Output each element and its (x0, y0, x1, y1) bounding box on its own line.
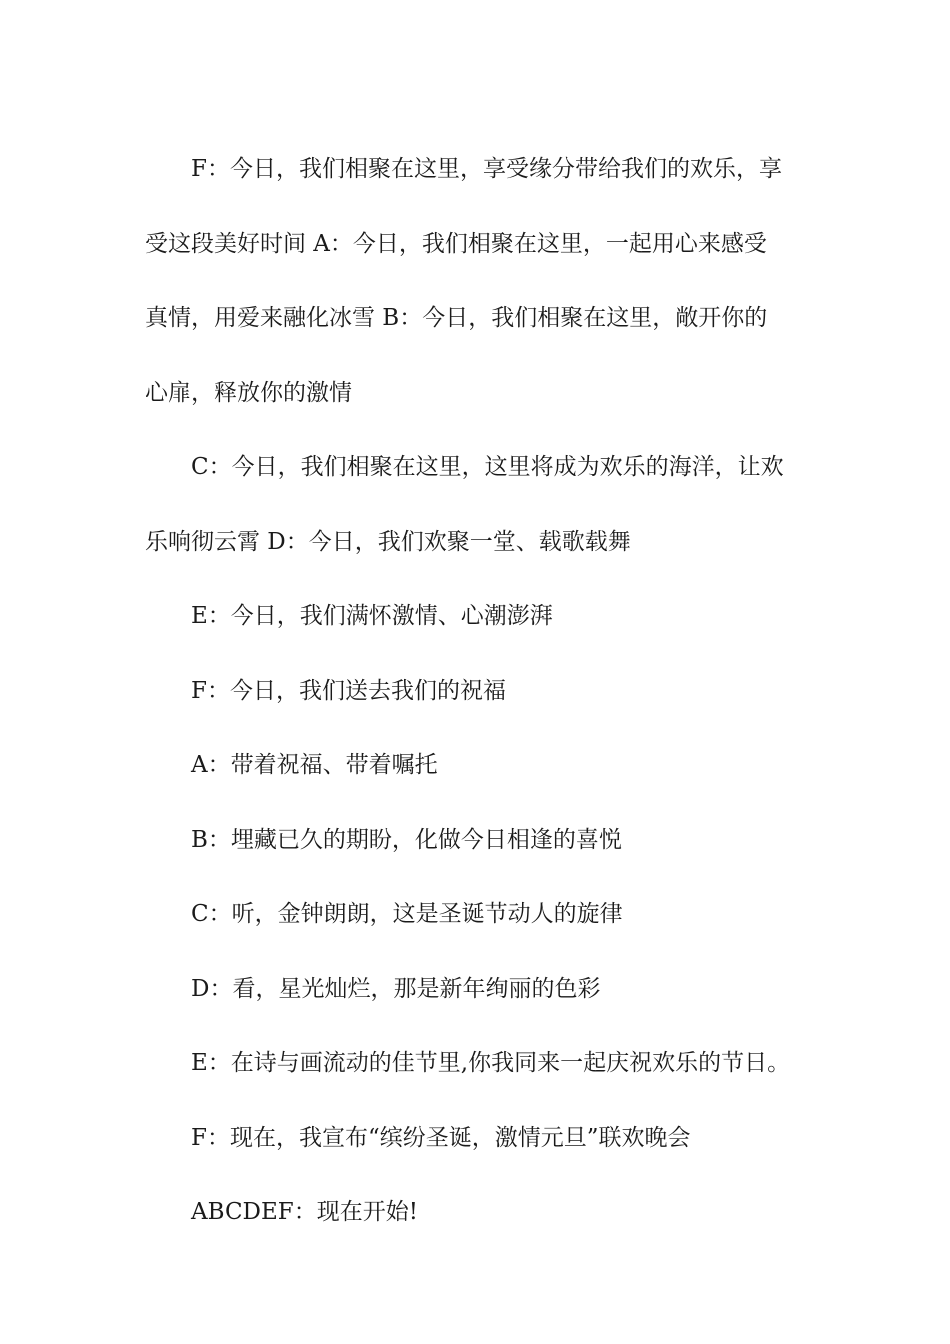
paragraph-line: F：今日，我们相聚在这里，享受缘分带给我们的欢乐，享 (191, 156, 782, 182)
paragraph-6 (145, 803, 807, 878)
paragraph-line: D：看，星光灿烂，那是新年绚丽的色彩 (191, 975, 601, 1002)
paragraph-line: F：现在，我宣布“缤纷圣诞，激情元旦”联欢晚会 (191, 1124, 691, 1151)
paragraph-2 (145, 430, 807, 579)
paragraph-line: A：带着祝福、带着嘱托 (191, 752, 438, 778)
paragraph-line: F：今日，我们送去我们的祝福 (191, 677, 506, 704)
paragraph-3 (145, 579, 807, 654)
paragraph-line: 心扉，释放你的激情 (145, 379, 352, 406)
document-body (145, 132, 807, 1250)
paragraph-4 (145, 654, 807, 729)
paragraph-7 (145, 877, 807, 952)
paragraph-line: 真情，用爱来融化冰雪 B：今日，我们相聚在这里，敞开你的 (145, 305, 768, 331)
paragraph-9 (145, 1026, 807, 1101)
paragraph-5 (145, 728, 807, 803)
paragraph-8 (145, 952, 807, 1027)
paragraph-line: C：今日，我们相聚在这里，这里将成为欢乐的海洋，让欢 (191, 454, 784, 480)
paragraph-line: 受这段美好时间 A：今日，我们相聚在这里，一起用心来感受 (145, 230, 767, 257)
paragraph-10 (145, 1101, 807, 1176)
paragraph-line: ABCDEF：现在开始! (191, 1199, 418, 1225)
paragraph-line: C：听，金钟朗朗，这是圣诞节动人的旋律 (191, 901, 623, 927)
paragraph-line: E：今日，我们满怀激情、心潮澎湃 (191, 603, 553, 629)
paragraph-11 (145, 1175, 807, 1250)
paragraph-line: B：埋藏已久的期盼，化做今日相逢的喜悦 (191, 826, 622, 853)
paragraph-line: E：在诗与画流动的佳节里,你我同来一起庆祝欢乐的节日。 (191, 1050, 791, 1076)
paragraph-line: 乐响彻云霄 D：今日，我们欢聚一堂、载歌载舞 (145, 528, 631, 555)
paragraph-1 (145, 132, 807, 430)
